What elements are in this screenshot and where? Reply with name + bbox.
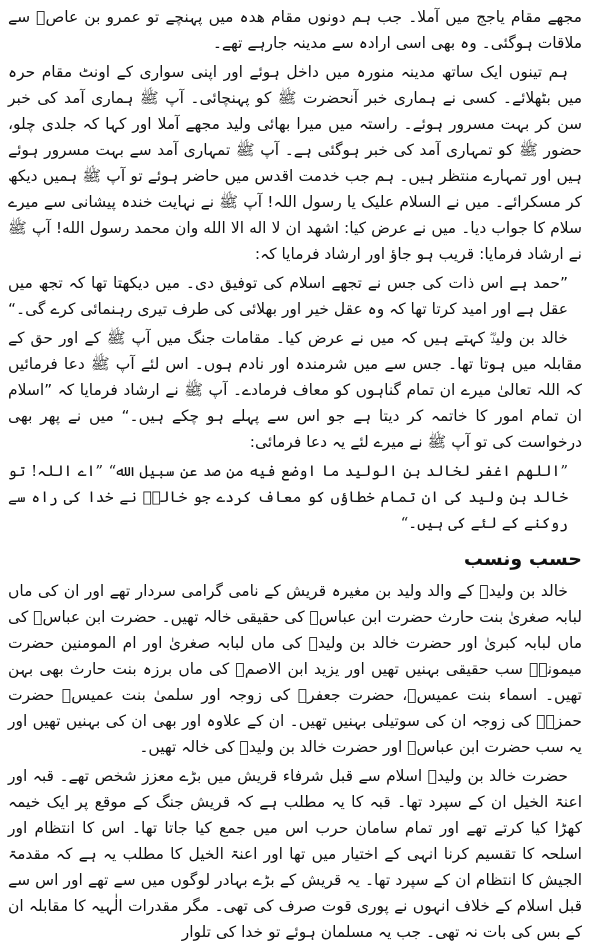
paragraph-quraysh-role: حضرت خالد بن ولیدؓ اسلام سے قبل شرفاء قریش میں بڑے معزز شخص تھے۔ قبہ اور اعنۃ الخیل ان کے سپرد تھا۔ قبہ کا یہ مطلب ہے کہ قریش جنگ کے موقع پر ایک خیمہ کھڑا کیا کرتے تھے اور تمام سامان حرب اس میں جمع کیا جاتا تھا۔ اس کا انتظام اور اسلحہ کا تقسیم کرنا انہی کے اختیار میں تھا اور اعنۃ الخیل کا مطلب یہ ہے کہ مقدمۃ الجیش کا انتظام ان کے سپرد تھا۔ یہ قریش کے بڑے بہادر لوگوں میں سے تھے اور اس سے قبل اسلام کے خلاف انہوں نے پوری قوت صرف کی تھی۔ مگر مقدرات الٰہیہ کا مقابلہ ان کے بس کی بات نہ تھی۔ جب یہ مسلمان ہوئے تو خدا کی تلوار	[8, 767, 582, 941]
paragraph-lineage: خالد بن ولیدؓ کے والد ولید بن مغیرہ قریش کے نامی گرامی سردار تھے اور ان کی ماں لبابہ صغریٰ بنت حارث حضرت ابن عباسؓ کی حقیقی خالہ تھیں۔ حضرت ابن عباسؓ کی ماں لبابہ کبریٰ اور حضرت خالد بن ولیدؓ کی ماں لبابہ صغریٰ اور ام المومنین حضرت میمونہؓ سب حقیقی بہنیں تھیں اور یزید ابن الاصمؓ کی ماں برزہ بنت حارث بھی بہن تھیں۔ اسماء بنت عمیسؓ، حضرت جعفرؓ کی زوجہ اور سلمیٰ بنت عمیسؓ حضرت حمزہؓ کی زوجہ ان کی سوتیلی بہنیں تھیں۔ ان کے علاوہ اور بھی ان کی بہنیں تھیں اور یہ سب حضرت ابن عباسؓ اور حضرت خالد بن ولیدؓ کی خالہ تھیں۔	[8, 582, 582, 756]
quote-prophet-praise: ”حمد ہے اس ذات کی جس نے تجھے اسلام کی توفیق دی۔ میں دیکھتا تھا کہ تجھ میں عقل ہے اور امید کرتا تھا کہ وہ عقل خیر اور بھلائی کی طرف تیری رہنمائی کرے گی۔“	[8, 274, 568, 318]
paragraph-journey-end: مجھے مقام یاجج میں آملا۔ جب ہم دونوں مقام ھدہ میں پہنچے تو عمرو بن عاصؓ سے ملاقات ہوگئی۔ وہ بھی اسی ارادہ سے مدینہ جارہے تھے۔	[8, 8, 582, 52]
section-heading-lineage: حسب ونسب	[463, 548, 582, 570]
quote-prophet-dua: ”اللهم اغفر لخالد بن الوليد ما اوضع فيه من صد عن سبيل الله“ ”اے اللہ! تو خالد بن ولید کی ان تمام خطاؤں کو معاف کردے جو خالدؓ نے خدا کی راہ سے روکنے کے لئے کی ہیں۔“	[8, 462, 568, 532]
paragraph-arrival-madina: ہم تینوں ایک ساتھ مدینہ منورہ میں داخل ہوئے اور اپنی سواری کے اونٹ مقام حرہ میں بٹھلائے۔ کسی نے ہماری خبر آنحضرت ﷺ کو پہنچائی۔ آپ ﷺ ہماری آمد کی خبر سن کر بہت مسرور ہوئے۔ راستہ میں میرا بھائی ولید مجھے آملا اور کہا کہ جلدی چلو، حضور ﷺ کو تمہاری آمد کی خبر ہوگئی ہے۔ آپ ﷺ تمہاری آمد سے بہت مسرور ہوئے ہیں اور تمہارے منتظر ہیں۔ ہم جب خدمت اقدس میں حاضر ہوئے تو آپ ﷺ ہمیں دیکھ کر مسکرائے۔ میں نے السلام علیک یا رسول اللہ! آپ ﷺ نے نہایت خندہ پیشانی سے میرے سلام کا جواب دیا۔ میں نے عرض کیا: اشهد ان لا اله الا الله وان محمد رسول الله! آپ ﷺ نے ارشاد فرمایا: قریب ہو جاؤ اور ارشاد فرمایا کہ:	[8, 63, 582, 263]
paragraph-forgiveness-request: خالد بن ولیدؓ کہتے ہیں کہ میں نے عرض کیا۔ مقامات جنگ میں آپ ﷺ کے اور حق کے مقابلہ میں ہوتا تھا۔ جس سے میں شرمندہ اور نادم ہوں۔ اس لئے آپ ﷺ دعا فرمائیں کہ اللہ تعالیٰ میرے ان تمام گناہوں کو معاف فرمادے۔ آپ ﷺ نے ارشاد فرمایا کہ ”اسلام ان تمام امور کا خاتمہ کر دیتا ہے جو اس سے پہلے ہو چکے ہیں۔“ میں نے پھر بھی درخواست کی تو آپ ﷺ نے میرے لئے یہ دعا فرمائی:	[8, 329, 582, 451]
